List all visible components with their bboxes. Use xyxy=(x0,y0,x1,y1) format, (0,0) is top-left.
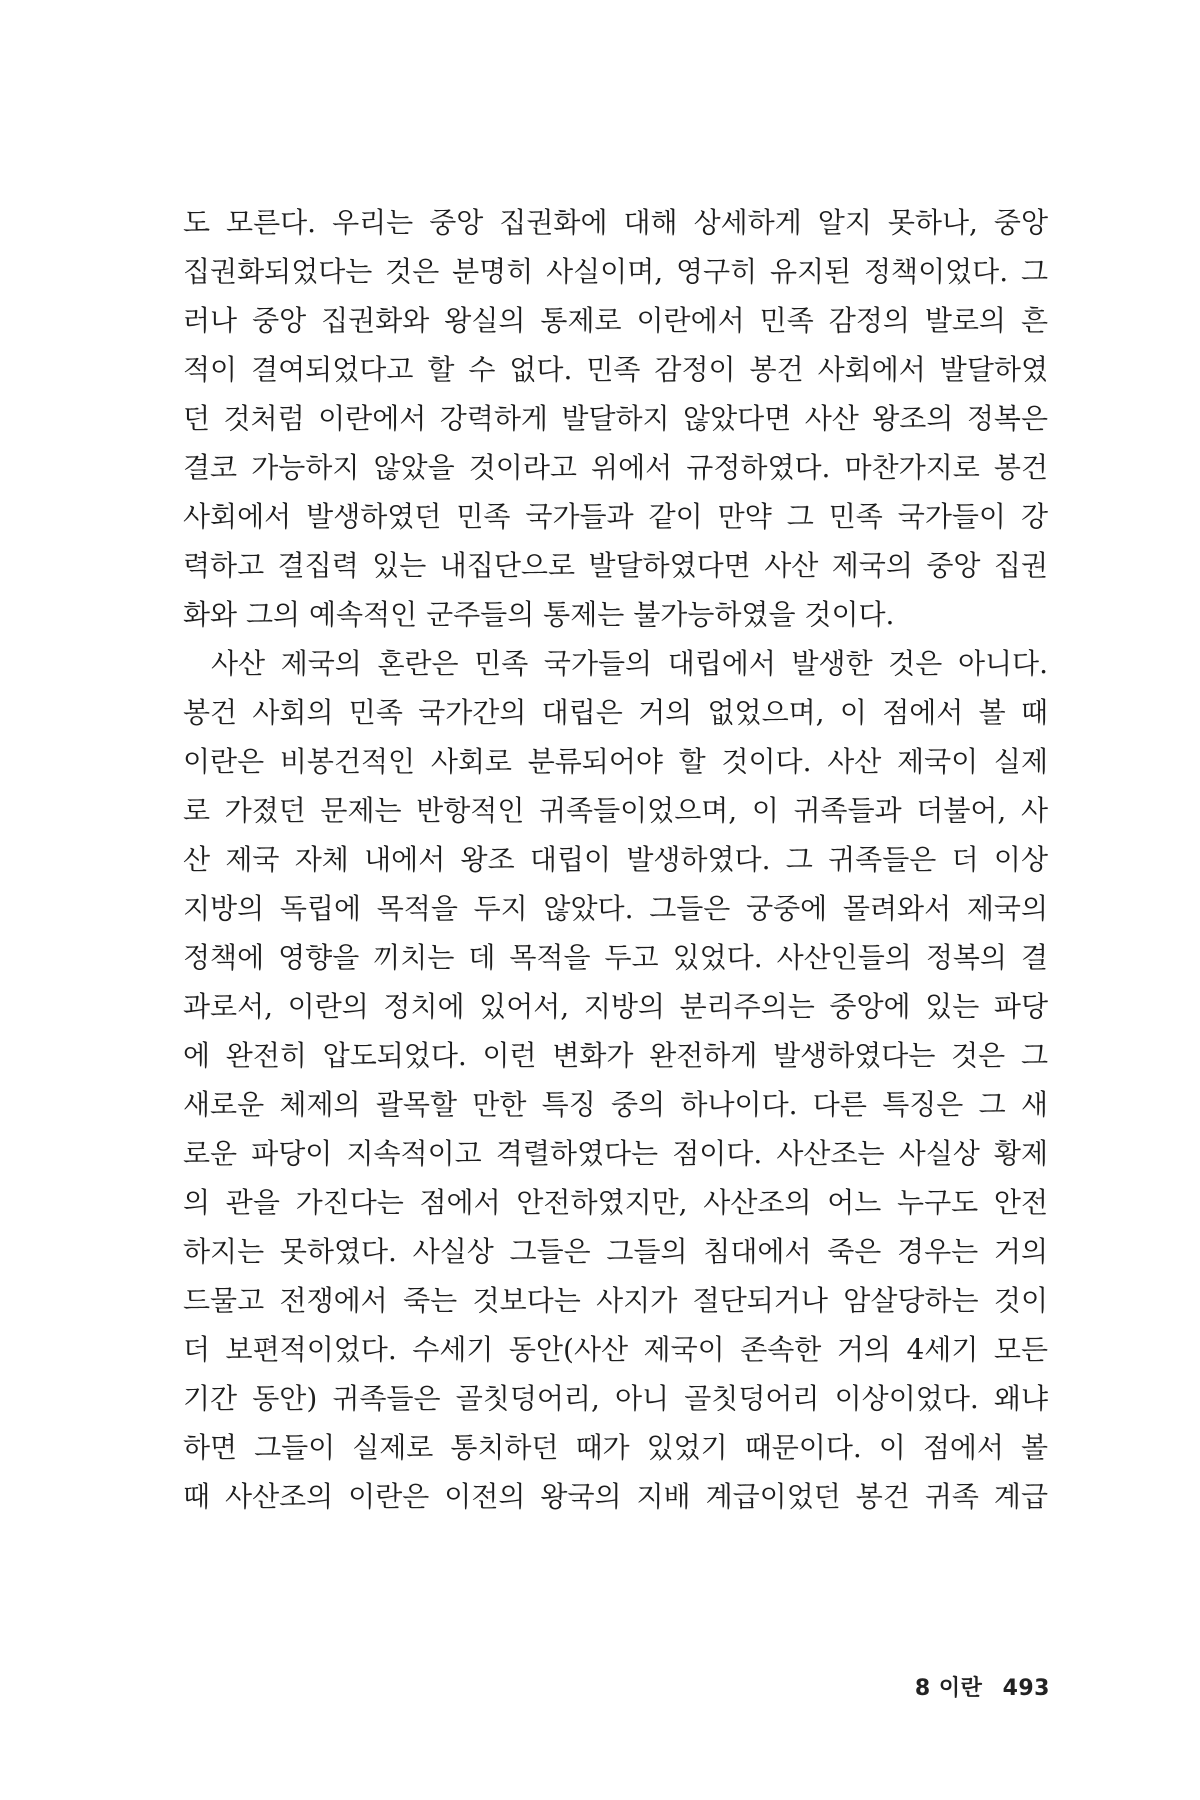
text-line: 에 완전히 압도되었다. 이런 변화가 완전하게 발생하였다는 것은 그 xyxy=(183,1039,1048,1072)
text-line: 과로서, 이란의 정치에 있어서, 지방의 분리주의는 중앙에 있는 파당 xyxy=(183,990,1048,1023)
page-footer xyxy=(915,1671,1050,1702)
text-line: 산 제국 자체 내에서 왕조 대립이 발생하였다. 그 귀족들은 더 이상 xyxy=(183,843,1048,876)
text-line: 드물고 전쟁에서 죽는 것보다는 사지가 절단되거나 암살당하는 것이 xyxy=(183,1284,1048,1317)
text-line: 던 것처럼 이란에서 강력하게 발달하지 않았다면 사산 왕조의 정복은 xyxy=(183,402,1048,435)
text-line: 사회에서 발생하였던 민족 국가들과 같이 만약 그 민족 국가들이 강 xyxy=(183,500,1048,533)
text-line: 봉건 사회의 민족 국가간의 대립은 거의 없었으며, 이 점에서 볼 때 xyxy=(183,696,1048,729)
text-line: 하지는 못하였다. 사실상 그들은 그들의 침대에서 죽은 경우는 거의 xyxy=(183,1235,1048,1268)
text-line: 하면 그들이 실제로 통치하던 때가 있었기 때문이다. 이 점에서 볼 xyxy=(183,1431,1048,1464)
chapter-label: 8 이란 xyxy=(914,1676,983,1701)
text-line: 이란은 비봉건적인 사회로 분류되어야 할 것이다. 사산 제국이 실제 xyxy=(183,745,1048,778)
text-line: 로 가졌던 문제는 반항적인 귀족들이었으며, 이 귀족들과 더불어, 사 xyxy=(183,794,1048,827)
text-line: 더 보편적이었다. 수세기 동안(사산 제국이 존속한 거의 4세기 모든 xyxy=(183,1333,1048,1366)
paragraph-end-line: 화와 그의 예속적인 군주들의 통제는 불가능하였을 것이다. xyxy=(183,598,895,631)
text-line: 로운 파당이 지속적이고 격렬하였다는 점이다. 사산조는 사실상 황제 xyxy=(183,1137,1048,1170)
text-line: 적이 결여되었다고 할 수 없다. 민족 감정이 봉건 사회에서 발달하였 xyxy=(183,353,1048,386)
text-line: 집권화되었다는 것은 분명히 사실이며, 영구히 유지된 정책이었다. 그 xyxy=(183,255,1048,288)
text-line: 도 모른다. 우리는 중앙 집권화에 대해 상세하게 알지 못하나, 중앙 xyxy=(183,206,1048,239)
text-line: 기간 동안) 귀족들은 골칫덩어리, 아니 골칫덩어리 이상이었다. 왜냐 xyxy=(183,1382,1048,1415)
text-line: 지방의 독립에 목적을 두지 않았다. 그들은 궁중에 몰려와서 제국의 xyxy=(183,892,1048,925)
text-line: 러나 중앙 집권화와 왕실의 통제로 이란에서 민족 감정의 발로의 흔 xyxy=(183,304,1048,337)
text-line: 력하고 결집력 있는 내집단으로 발달하였다면 사산 제국의 중앙 집권 xyxy=(183,549,1048,582)
text-line: 새로운 체제의 괄목할 만한 특징 중의 하나이다. 다른 특징은 그 새 xyxy=(183,1088,1048,1121)
text-line: 결코 가능하지 않았을 것이라고 위에서 규정하였다. 마찬가지로 봉건 xyxy=(183,451,1048,484)
body-text xyxy=(183,198,1048,1521)
text-line: 정책에 영향을 끼치는 데 목적을 두고 있었다. 사산인들의 정복의 결 xyxy=(183,941,1048,974)
page-number: 493 xyxy=(1002,1676,1050,1701)
text-line: 때 사산조의 이란은 이전의 왕국의 지배 계급이었던 봉건 귀족 계급 xyxy=(183,1480,1048,1513)
paragraph-start-line: 사산 제국의 혼란은 민족 국가들의 대립에서 발생한 것은 아니다. xyxy=(211,647,1048,680)
text-line: 의 관을 가진다는 점에서 안전하였지만, 사산조의 어느 누구도 안전 xyxy=(183,1186,1048,1219)
